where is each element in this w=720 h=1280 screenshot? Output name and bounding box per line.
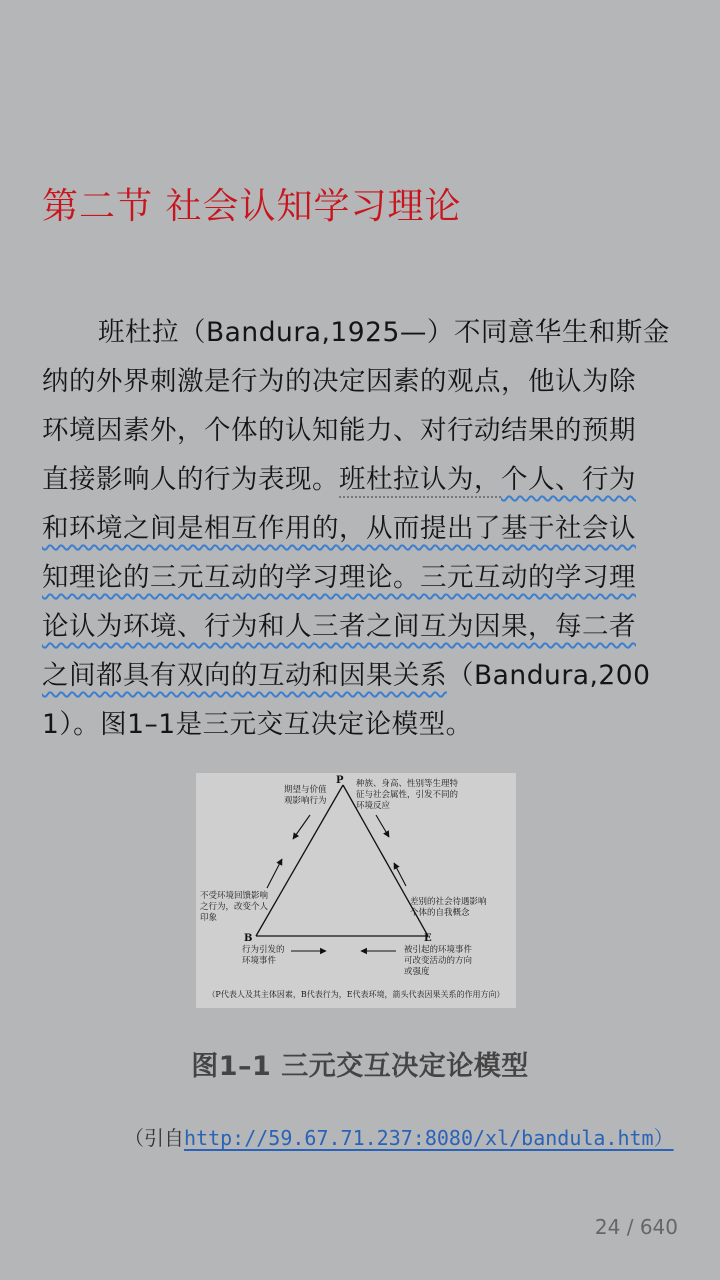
figure-caption: 图1–1 三元交互决定论模型 <box>191 1051 529 1082</box>
source-citation <box>124 1122 674 1151</box>
label-line: 被引起的环境事件 <box>404 945 473 955</box>
text-line <box>42 504 678 553</box>
section-title: 第二节 社会认知学习理论 <box>42 186 462 227</box>
label-line: 环境反应 <box>356 801 391 811</box>
label-line: 差别的社会待遇影响 <box>410 897 487 907</box>
causal-arrows <box>267 815 406 951</box>
source-link[interactable]: http://59.67.71.237:8080/xl/bandula.htm <box>184 1126 654 1150</box>
label-behavior-event <box>242 945 285 967</box>
text-span: （Bandura,200 <box>447 660 651 691</box>
text-line <box>42 308 678 357</box>
page-indicator: 24 / 640 <box>594 1215 678 1239</box>
text-line <box>42 700 678 749</box>
text-span: 环境因素外，个体的认知能力、对行动结果的预期 <box>42 415 636 446</box>
vertex-e: E <box>424 933 432 944</box>
label-environment-event <box>404 945 472 978</box>
wavy-annotation[interactable]: 知理论的三元互动的学习理论。三元互动的学习理 <box>42 562 636 593</box>
text-span: 1）。图1–1是三元交互决定论模型。 <box>42 709 473 740</box>
label-line: 可改变活动的方向 <box>404 956 473 966</box>
label-line: 行为引发的 <box>242 945 285 955</box>
text-span: 班杜拉（Bandura,1925—）不同意华生和斯金 <box>98 317 670 348</box>
label-behavior-change <box>200 891 268 924</box>
figure-note: （P代表人及其主体因素，B代表行为，E代表环境，箭头代表因果关系的作用方向） <box>207 990 505 999</box>
label-social-treatment <box>410 897 487 919</box>
text-span: 直接影响人的行为表现。 <box>42 464 339 495</box>
text-line <box>42 455 678 504</box>
wavy-annotation[interactable]: 和环境之间是相互作用的，从而提出了基于社会认 <box>42 513 636 544</box>
label-line: 种族、身高、性别等生理特 <box>356 779 459 789</box>
label-physical-traits <box>356 779 458 812</box>
wavy-annotation[interactable]: 个人、行为 <box>501 464 636 495</box>
text-line <box>42 553 678 602</box>
label-line: 不受环境回馈影响 <box>200 891 269 901</box>
label-expectation <box>284 785 327 807</box>
source-prefix: （引自 <box>124 1126 184 1150</box>
source-suffix: ） <box>653 1126 674 1150</box>
triad-model-figure <box>196 773 516 1008</box>
wavy-annotation[interactable]: 论认为环境、行为和人三者之间互为因果，每二者 <box>42 611 636 642</box>
text-line <box>42 357 678 406</box>
label-line: 或强度 <box>404 967 430 977</box>
label-line: 印象 <box>200 913 218 923</box>
label-line: 环境事件 <box>242 956 277 966</box>
label-line: 征与社会属性，引发不同的 <box>356 790 459 800</box>
dotted-annotation[interactable]: 班杜拉认为， <box>339 464 501 498</box>
label-line: 个体的自我概念 <box>410 908 470 918</box>
label-line: 观影响行为 <box>284 796 327 806</box>
vertex-b: B <box>244 933 253 944</box>
wavy-annotation[interactable]: 之间都具有双向的互动和因果关系 <box>42 660 447 691</box>
text-line <box>42 651 678 700</box>
text-line <box>42 406 678 455</box>
text-line <box>42 602 678 651</box>
vertex-p: P <box>336 775 344 786</box>
text-span: 纳的外界刺激是行为的决定因素的观点，他认为除 <box>42 366 636 397</box>
body-paragraph <box>42 308 678 749</box>
label-line: 期望与价值 <box>284 785 327 795</box>
label-line: 之行为，改变个人 <box>200 902 269 912</box>
